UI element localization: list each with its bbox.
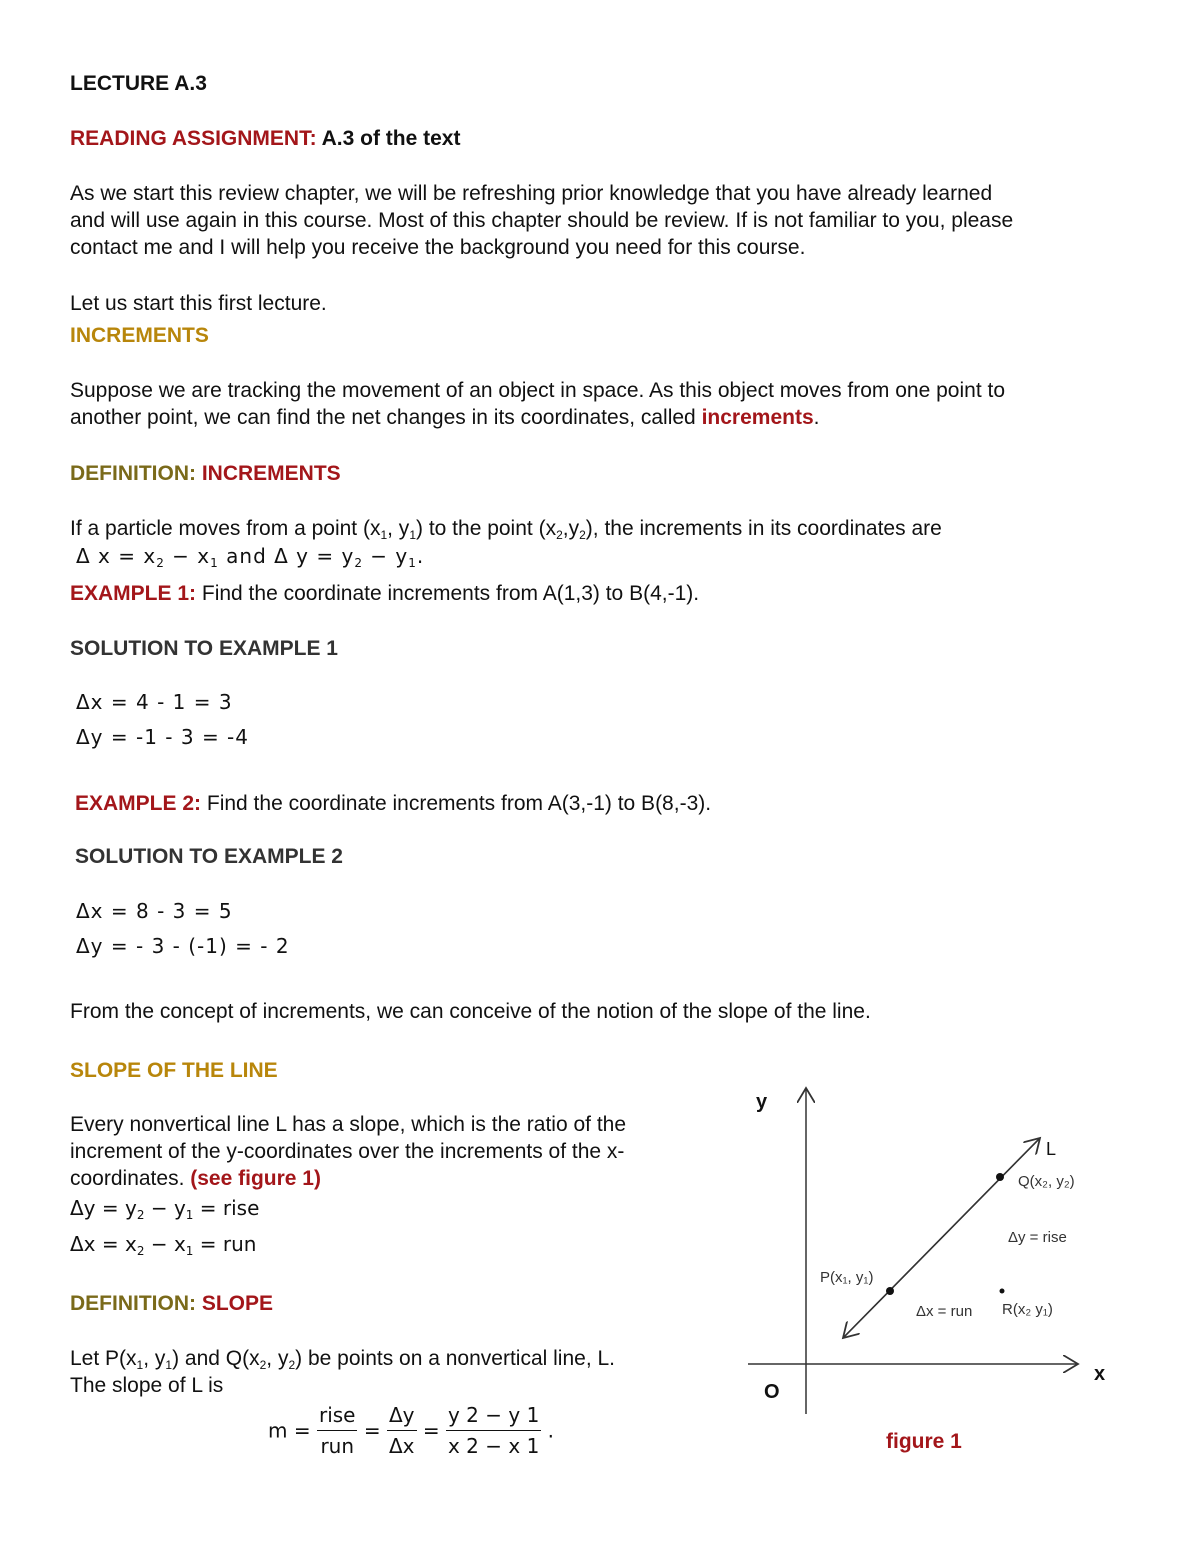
- slope-paragraph: [70, 1111, 626, 1192]
- line-l-label: L: [1046, 1139, 1057, 1159]
- coordinate-fraction: [446, 1400, 541, 1461]
- formula-dx: Δ x = x: [76, 544, 157, 568]
- example-1-label: EXAMPLE 1:: [70, 582, 197, 605]
- run-c: = run: [193, 1232, 257, 1256]
- rise-formula: [70, 1195, 259, 1222]
- example-1: [70, 580, 699, 607]
- formula-sub: 2: [354, 556, 363, 570]
- intro-paragraph: [70, 180, 1013, 261]
- example-2-text: Find the coordinate increments from A(3,-1) to B(8,-3).: [201, 792, 712, 815]
- increments-formula: [76, 543, 424, 570]
- slope-def-c: ) and Q(x: [172, 1347, 260, 1370]
- def-text-a: If a particle moves from a point (x: [70, 517, 381, 540]
- dy-over-dx: [387, 1400, 417, 1461]
- slope-end: .: [547, 1418, 555, 1443]
- solution-1-line-2: Δy = -1 - 3 = -4: [76, 725, 250, 749]
- slope-def-line-2: The slope of L is: [70, 1374, 224, 1397]
- run-formula: [70, 1231, 256, 1258]
- increments-paragraph: [70, 377, 1005, 431]
- rise-b: − y: [144, 1196, 186, 1220]
- slope-heading: SLOPE OF THE LINE: [70, 1059, 278, 1082]
- figure-caption: figure 1: [886, 1430, 962, 1453]
- frac-dx: Δx: [388, 1434, 415, 1458]
- slope-line-1: Every nonvertical line L has a slope, which is the ratio of the: [70, 1113, 627, 1136]
- def-sub: 2: [579, 528, 586, 542]
- start-text: Let us start this first lecture.: [70, 292, 327, 315]
- slope-formula: [268, 1400, 554, 1461]
- def-sub: 1: [409, 528, 416, 542]
- reading-assignment: [70, 125, 460, 152]
- increments-line-2-end: .: [813, 406, 820, 429]
- def-text-e: ), the increments in its coordinates are: [585, 517, 942, 540]
- reading-text: A.3 of the text: [316, 127, 461, 150]
- increments-line-2-text: another point, we can find the net changes in its coordinates, called: [70, 406, 702, 429]
- definition-increments-text: [70, 515, 942, 542]
- slope-def-sub: 1: [136, 1358, 144, 1372]
- point-p: [886, 1287, 894, 1295]
- solution-1-line-1: Δx = 4 - 1 = 3: [76, 690, 233, 714]
- def-text-d: ,y: [562, 517, 580, 540]
- slope-m: m =: [268, 1418, 311, 1443]
- increments-line-2: [70, 404, 1005, 431]
- solution-2-line-2: Δy = - 3 - (-1) = - 2: [76, 934, 290, 958]
- rise-a: Δy = y: [70, 1196, 137, 1220]
- rise-c: = rise: [193, 1196, 260, 1220]
- run-sub: 1: [185, 1244, 194, 1258]
- frac-run: run: [320, 1434, 355, 1458]
- concept-text: From the concept of increments, we can conceive of the notion of the slope of the line.: [70, 1000, 871, 1023]
- point-q: [996, 1173, 1004, 1181]
- definition-term: INCREMENTS: [201, 462, 341, 485]
- rise-label: Δy = rise: [1008, 1229, 1067, 1246]
- frac-num: y 2 − y 1: [446, 1400, 541, 1431]
- slope-def-a: Let P(x: [70, 1347, 137, 1370]
- x-axis-label: x: [1094, 1363, 1106, 1385]
- slope-def-d: , y: [266, 1347, 289, 1370]
- slope-definition-text: [70, 1345, 615, 1399]
- increments-term: increments: [701, 406, 814, 429]
- see-figure-link: (see figure 1): [190, 1167, 321, 1190]
- formula-minus: − x: [164, 544, 211, 568]
- frac-den: x 2 − x 1: [447, 1434, 540, 1458]
- point-q-label: Q(x₂, y₂): [1018, 1173, 1075, 1190]
- solution-1-heading: SOLUTION TO EXAMPLE 1: [70, 637, 338, 660]
- slope-def-sub: 1: [165, 1358, 173, 1372]
- increments-heading: INCREMENTS: [70, 324, 209, 347]
- def-text-b: , y: [387, 517, 410, 540]
- run-a: Δx = x: [70, 1232, 137, 1256]
- y-axis-label: y: [756, 1091, 768, 1113]
- run-sub: 2: [136, 1244, 145, 1258]
- slope-def-b: , y: [143, 1347, 166, 1370]
- run-b: − x: [144, 1232, 186, 1256]
- intro-line-3: contact me and I will help you receive the background you need for this course.: [70, 236, 806, 259]
- frac-rise: rise: [317, 1400, 358, 1431]
- solution-2-heading: SOLUTION TO EXAMPLE 2: [75, 845, 343, 868]
- reading-label: READING ASSIGNMENT:: [70, 127, 317, 150]
- run-label: Δx = run: [916, 1303, 973, 1320]
- slope-line-2: increment of the y-coordinates over the increments of the x-: [70, 1140, 625, 1163]
- slope-def-line-1: [70, 1345, 615, 1372]
- definition-increments-heading: [70, 460, 341, 487]
- def-sub: 1: [380, 528, 388, 542]
- point-p-label: P(x₁, y₁): [820, 1269, 874, 1286]
- page-title: LECTURE A.3: [70, 72, 207, 95]
- solution-2-line-1: Δx = 8 - 3 = 5: [76, 899, 233, 923]
- frac-dy: Δy: [387, 1400, 417, 1431]
- example-1-text: Find the coordinate increments from A(1,3) to B(4,-1).: [196, 582, 700, 605]
- figure-1: [740, 1080, 1140, 1470]
- rise-sub: 1: [185, 1208, 194, 1222]
- point-r: [1000, 1289, 1005, 1294]
- slope-line-3: [70, 1165, 626, 1192]
- intro-line-1: As we start this review chapter, we will be refreshing prior knowledge that you have already learned: [70, 182, 993, 205]
- formula-and: and: [218, 544, 275, 568]
- example-2: [75, 790, 711, 817]
- definition-slope-heading: [70, 1290, 273, 1317]
- formula-sub: 1: [210, 556, 219, 570]
- point-r-label: R(x₂ y₁): [1002, 1301, 1053, 1318]
- slope-eq-2: =: [422, 1418, 440, 1443]
- slope-def-e: ) be points on a nonvertical line, L.: [295, 1347, 616, 1370]
- formula-dy: Δ y = y: [274, 544, 355, 568]
- definition-slope-term: SLOPE: [201, 1292, 274, 1315]
- slope-line-3-text: coordinates.: [70, 1167, 191, 1190]
- def-text-c: ) to the point (x: [416, 517, 557, 540]
- formula-sub: 2: [156, 556, 165, 570]
- slope-eq-1: =: [363, 1418, 381, 1443]
- formula-sub: 1: [408, 556, 417, 570]
- example-2-label: EXAMPLE 2:: [75, 792, 202, 815]
- intro-line-2: and will use again in this course. Most of this chapter should be review. If is not familiar to you, please: [70, 209, 1014, 232]
- origin-label: O: [764, 1381, 780, 1403]
- slope-def-sub: 2: [259, 1358, 267, 1372]
- definition-label: DEFINITION:: [70, 462, 202, 485]
- slope-def-sub: 2: [288, 1358, 296, 1372]
- formula-minus: − y: [362, 544, 409, 568]
- increments-line-1: Suppose we are tracking the movement of an object in space. As this object moves from one point to: [70, 379, 1006, 402]
- def-sub: 2: [556, 528, 563, 542]
- formula-end: .: [416, 544, 425, 568]
- definition-slope-label: DEFINITION:: [70, 1292, 202, 1315]
- rise-sub: 2: [136, 1208, 145, 1222]
- rise-over-run: [317, 1400, 358, 1461]
